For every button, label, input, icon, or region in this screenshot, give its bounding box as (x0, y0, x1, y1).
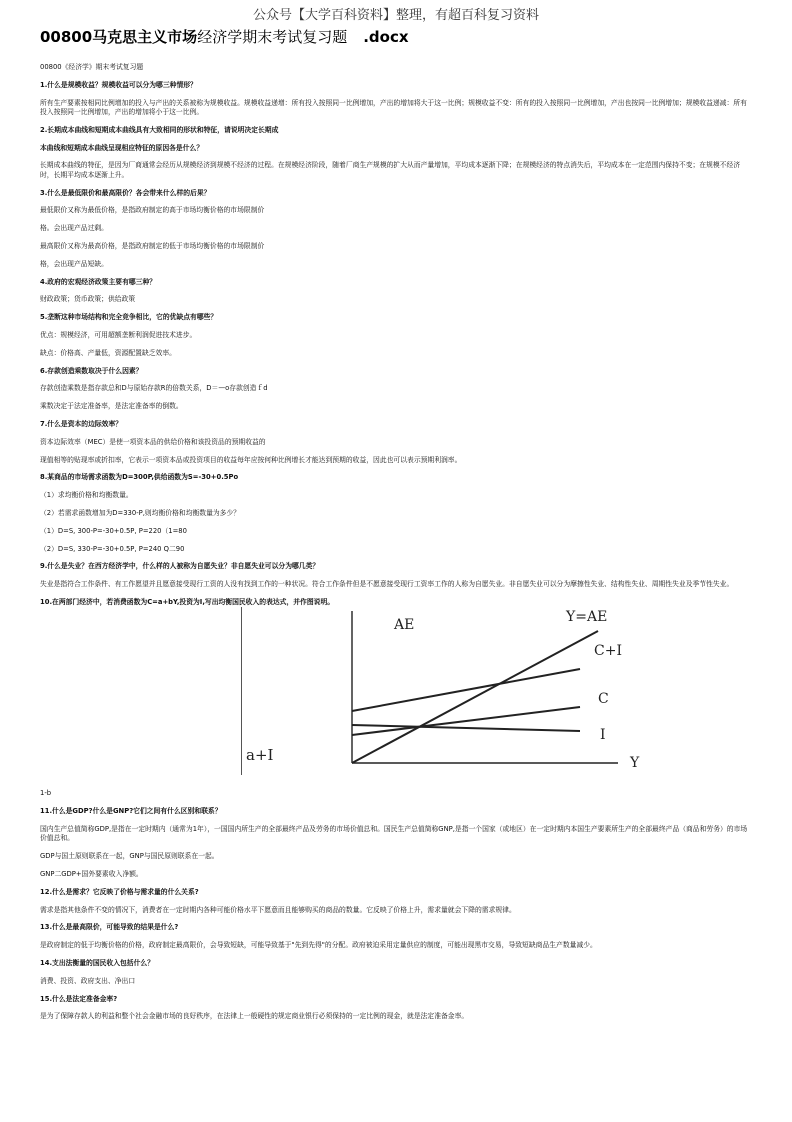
text-paragraph: 格，会出现产品短缺。 (40, 259, 108, 268)
text-paragraph: 现值相等的贴现率或折扣率，它表示一项资本品或投资项目的收益每年应按何种比例增长才能达到预期的收益，因此也可以表示预期利润率。 (40, 455, 462, 464)
label-y-ae: Y=AE (566, 609, 608, 626)
figure-left-label: a+I (246, 746, 274, 765)
question-paragraph: 10.在两部门经济中，若消费函数为C=a+bY,投资为I,写出均衡国民收入的表达式，并作图说明。 (40, 597, 335, 606)
text-paragraph: （1）D=S, 300-P=-30+0.5P, P=220（1=80 (40, 526, 187, 535)
text-paragraph: 资本边际效率（MEC）是使一项资本品的供给价格和该投资品的预期收益的 (40, 437, 266, 446)
figure-divider-line (241, 607, 242, 775)
text-paragraph: 需求是指其他条件不变的情况下，消费者在一定时期内各种可能价格水平下愿意而且能够购买的商品的数量。它反映了价格上升，需求量就会下降的需求规律。 (40, 905, 516, 914)
label-y-axis: Y (630, 755, 640, 772)
text-paragraph: （2）若需求函数增加为D=330-P,则均衡价格和均衡数量为多少？ (40, 508, 241, 517)
question-paragraph: 本曲线和短期成本曲线呈现相应特征的原因各是什么？ (40, 143, 204, 152)
text-paragraph: 财政政策；货币政策；供给政策 (40, 295, 136, 304)
text-paragraph: 国内生产总值简称GDP,是指在一定时期内（通常为1年），一国国内所生产的全部最终产品及劳务的市场价值总和。国民生产总值简称GNP,是指一个国家（或地区）在一定时期内本国生产要素所生产的全部最终产品（商品和劳务）的市场价值总和。 (40, 824, 748, 843)
question-paragraph: 6.存款创造乘数取决于什么因素？ (40, 366, 143, 375)
label-ae: AE (394, 617, 415, 634)
question-paragraph: 2.长期成本曲线和短期成本曲线具有大致相同的形状和特征，请说明决定长期成 (40, 125, 279, 134)
ae-graph (348, 607, 648, 779)
question-paragraph: 11.什么是GDP?什么是GNP?它们之间有什么区别和联系？ (40, 807, 222, 816)
figure-row (40, 607, 752, 779)
text-paragraph: 所有生产要素按相同比例增加的投入与产出的关系被称为规模收益。规模收益递增：所有投入按照同一比例增加，产出的增加将大于这一比例；规模收益不变：所有的投入按照同一比例增加，产出也按同一比例增加；规模收益递减：所有投入按照同一比例增加，产出的增加将小于这一比例。 (40, 98, 747, 116)
text-paragraph: 长期成本曲线的特征，是因为厂商通常会经历从规模经济到规模不经济的过程。在规模经济阶段，随着厂商生产规模的扩大从而产量增加，平均成本逐渐下降；在规模经济的特点消失后，平均成本在一定范围内保持不变；在规模不经济时，长期平均成本逐渐上升。 (40, 161, 741, 179)
question-paragraph: 1.什么是规模收益？规模收益可以分为哪三种情形？ (40, 80, 197, 89)
document-body (40, 63, 752, 1030)
text-paragraph: 格。会出现产品过剩。 (40, 224, 108, 233)
text-paragraph: GDP与国土原则联系在一起，GNP与国民原则联系在一起。 (40, 852, 219, 861)
question-paragraph: 4.政府的宏观经济政策主要有哪三种？ (40, 277, 157, 286)
line-c-plus-i (352, 669, 580, 711)
question-paragraph: 14.支出法衡量的国民收入包括什么？ (40, 958, 154, 967)
title-normal-part: 经济学期末考试复习题 (197, 28, 348, 46)
question-paragraph: 13.什么是最高限价，可能导致的结果是什么? (40, 923, 179, 932)
text-paragraph: 是为了保障存款人的利益和整个社会金融市场的良好秩序，在法律上一般硬性的规定商业银行必须保持的一定比例的现金，就是法定准备金率。 (40, 1012, 469, 1021)
text-paragraph: 00800《经济学》期末考试复习题 (40, 63, 144, 71)
text-paragraph: 1-b (40, 789, 52, 798)
question-paragraph: 5.垄断这种市场结构和完全竞争相比，它的优缺点有哪些？ (40, 313, 218, 322)
line-y-ae (352, 631, 598, 763)
text-paragraph: 最高限价又称为最高价格，是指政府制定的低于市场均衡价格的市场限制价 (40, 241, 265, 250)
label-c: C (598, 691, 609, 708)
question-paragraph: 15.什么是法定准备金率? (40, 994, 118, 1003)
question-paragraph: 3.什么是最低限价和最高限价？各会带来什么样的后果？ (40, 188, 211, 197)
text-paragraph: 消费、投资、政府支出、净出口 (40, 976, 136, 985)
text-paragraph: （2）D=S, 330-P=-30+0.5P, P=240 Q二90 (40, 544, 185, 553)
text-paragraph: 优点：规模经济，可用超额垄断利润促进技术进步。 (40, 330, 197, 339)
text-paragraph: 乘数决定于法定准备率，是法定准备率的倒数。 (40, 402, 183, 411)
section-after-figure (40, 789, 752, 1021)
question-paragraph: 9.什么是失业？在西方经济学中，什么样的人被称为自愿失业？非自愿失业可以分为哪几类？ (40, 562, 320, 571)
question-paragraph: 8.某商品的市场需求函数为D=300P,供给函数为S=-30+0.5Po (40, 473, 239, 482)
text-paragraph: GNP二GDP+国外要素收入净额。 (40, 869, 143, 878)
text-paragraph: 是政府制定的低于均衡价格的价格，政府制定最高限价，会导致短缺，可能导致基于"先到先得"的分配。政府被迫采用定量供应的制度，可能出现黑市交易，导致短缺商品生产数量减少。 (40, 941, 597, 950)
text-paragraph: （1）求均衡价格和均衡数量。 (40, 491, 133, 500)
label-c-plus-i: C+I (594, 643, 622, 660)
section-before-figure (40, 63, 752, 607)
document-title (40, 26, 409, 47)
text-paragraph: 失业是指符合工作条件、有工作愿望并且愿意接受现行工资的人没有找到工作的一种状况。符合工作条件但是不愿意接受现行工资率工作的人称为自愿失业。非自愿失业可以分为摩擦性失业、结构性失业、周期性失业及季节性失业。 (40, 580, 734, 589)
title-bold-part: 00800马克思主义市场 (40, 28, 198, 46)
text-paragraph: 存款创造乘数是指存款总和D与原始存款R的倍数关系，D＝—o存款创造ｆd (40, 384, 268, 393)
watermark-text: 公众号【大学百科资料】整理，有超百科复习资料 (252, 8, 539, 23)
text-paragraph: 缺点：价格高、产量低，资源配置缺乏效率。 (40, 348, 176, 357)
title-extension: .docx (363, 28, 409, 46)
question-paragraph: 7.什么是资本的边际效率？ (40, 419, 123, 428)
text-paragraph: 最低限价又称为最低价格，是指政府制定的高于市场均衡价格的市场限制价 (40, 206, 265, 215)
question-paragraph: 12.什么是需求？它反映了价格与需求量的什么关系? (40, 887, 199, 896)
label-i: I (600, 727, 606, 744)
